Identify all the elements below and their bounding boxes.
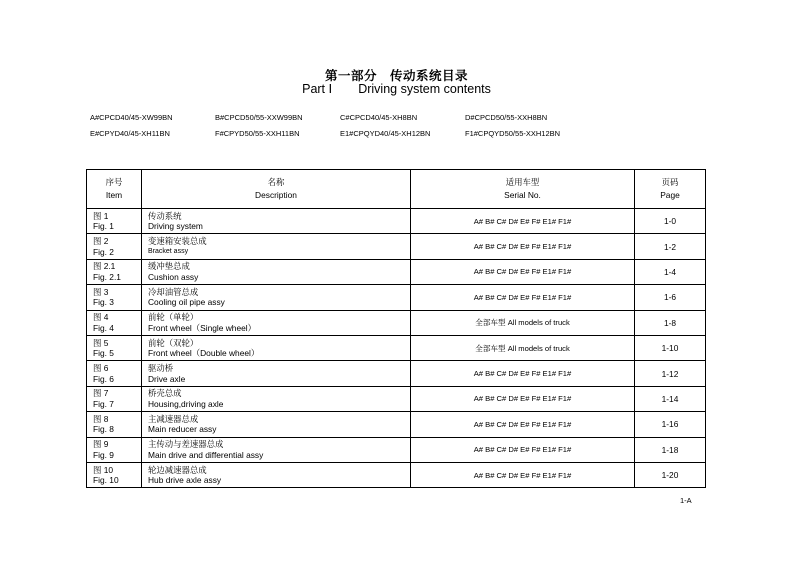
table-header-row xyxy=(87,170,706,209)
table-row xyxy=(87,310,706,335)
description-en: Main drive and differential assy xyxy=(148,449,264,460)
description-en: Front wheel（Double wheel） xyxy=(148,348,260,359)
item-cell xyxy=(87,462,142,487)
item-cn: 图 10 xyxy=(93,464,114,475)
item-en: Fig. 1 xyxy=(93,221,114,232)
page-cell: 1-8 xyxy=(635,310,706,335)
header-page-cn: 页码 xyxy=(661,177,679,187)
item-en: Fig. 6 xyxy=(93,373,114,384)
item-cell xyxy=(87,437,142,462)
table-row xyxy=(87,462,706,487)
description-cell xyxy=(142,234,411,259)
table-row xyxy=(87,437,706,462)
title-en-text: Driving system contents xyxy=(358,82,491,96)
item-cn: 图 5 xyxy=(93,337,109,348)
page-cell: 1-10 xyxy=(635,335,706,360)
description-en: Driving system xyxy=(148,221,203,232)
description-cn: 冷却油管总成 xyxy=(148,286,199,297)
item-cell xyxy=(87,412,142,437)
description-cn: 桥壳总成 xyxy=(148,388,182,399)
model-code: F#CPYD50/55-XXH11BN xyxy=(215,128,300,138)
description-cn: 变速箱安装总成 xyxy=(148,236,207,247)
model-code: B#CPCD50/55-XXW99BN xyxy=(215,112,303,122)
table-row xyxy=(87,335,706,360)
page-cell: 1-18 xyxy=(635,437,706,462)
description-cn: 轮边减速器总成 xyxy=(148,464,207,475)
description-cn: 主减速器总成 xyxy=(148,413,199,424)
description-en: Cooling oil pipe assy xyxy=(148,297,225,308)
header-serial-en: Serial No. xyxy=(504,190,541,200)
table-row xyxy=(87,361,706,386)
model-code: D#CPCD50/55-XXH8BN xyxy=(465,112,548,122)
table-row xyxy=(87,386,706,411)
description-cell xyxy=(142,386,411,411)
description-cn: 前轮（双轮） xyxy=(148,337,199,348)
description-cell xyxy=(142,335,411,360)
model-row xyxy=(90,109,610,125)
description-cell xyxy=(142,462,411,487)
item-cn: 图 6 xyxy=(93,363,109,374)
description-cell xyxy=(142,209,411,234)
description-cn: 前轮（单轮） xyxy=(148,312,199,323)
description-cell xyxy=(142,437,411,462)
model-code: E1#CPQYD40/45-XH12BN xyxy=(340,128,431,138)
table-row xyxy=(87,412,706,437)
item-cn: 图 9 xyxy=(93,439,109,450)
item-cell xyxy=(87,285,142,310)
description-cell xyxy=(142,285,411,310)
serial-cell: 全部车型 All models of truck xyxy=(411,310,635,335)
description-cell xyxy=(142,310,411,335)
item-en: Fig. 5 xyxy=(93,348,114,359)
header-item-en: Item xyxy=(105,190,123,200)
serial-cell: A# B# C# D# E# F# E1# F1# xyxy=(411,437,635,462)
page-cell: 1-16 xyxy=(635,412,706,437)
item-cn: 图 3 xyxy=(93,286,109,297)
model-code: F1#CPQYD50/55-XXH12BN xyxy=(465,128,561,138)
item-en: Fig. 10 xyxy=(93,475,119,486)
description-en: Cushion assy xyxy=(148,271,199,282)
serial-cell: 全部车型 All models of truck xyxy=(411,335,635,360)
page-cell: 1-4 xyxy=(635,259,706,284)
model-code: C#CPCD40/45-XH8BN xyxy=(340,112,418,122)
item-cn: 图 2.1 xyxy=(93,261,116,272)
serial-cell: A# B# C# D# E# F# E1# F1# xyxy=(411,259,635,284)
serial-cell: A# B# C# D# E# F# E1# F1# xyxy=(411,361,635,386)
model-code: E#CPYD40/45-XH11BN xyxy=(90,128,170,138)
item-en: Fig. 4 xyxy=(93,322,114,333)
description-cn: 缓冲垫总成 xyxy=(148,261,190,272)
header-description xyxy=(142,170,411,209)
description-cn: 驱动桥 xyxy=(148,363,174,374)
header-serial-cn: 适用车型 xyxy=(505,177,540,187)
model-list xyxy=(90,109,610,141)
description-en: Front wheel（Single wheel） xyxy=(148,322,256,333)
header-item xyxy=(87,170,142,209)
item-cell xyxy=(87,361,142,386)
item-en: Fig. 7 xyxy=(93,398,114,409)
page-cell: 1-20 xyxy=(635,462,706,487)
description-en: Main reducer assy xyxy=(148,424,217,435)
item-cn: 图 2 xyxy=(93,236,109,247)
item-cn: 图 1 xyxy=(93,210,109,221)
serial-cell: A# B# C# D# E# F# E1# F1# xyxy=(411,462,635,487)
item-cell xyxy=(87,259,142,284)
part-label: Part Ⅰ xyxy=(302,82,333,96)
header-page-en: Page xyxy=(660,190,680,200)
description-en: Housing,driving axle xyxy=(148,398,224,409)
page-number: 1-A xyxy=(680,496,692,505)
page-title-en xyxy=(0,81,793,96)
page-cell: 1-12 xyxy=(635,361,706,386)
serial-cell: A# B# C# D# E# F# E1# F1# xyxy=(411,412,635,437)
serial-cell: A# B# C# D# E# F# E1# F1# xyxy=(411,386,635,411)
item-en: Fig. 9 xyxy=(93,449,114,460)
page-cell: 1-14 xyxy=(635,386,706,411)
item-cell xyxy=(87,310,142,335)
item-cn: 图 8 xyxy=(93,413,109,424)
description-en: Drive axle xyxy=(148,373,186,384)
page-cell: 1-6 xyxy=(635,285,706,310)
description-cell xyxy=(142,361,411,386)
header-serial xyxy=(411,170,635,209)
model-code: A#CPCD40/45-XW99BN xyxy=(90,112,173,122)
item-cell xyxy=(87,386,142,411)
description-cell xyxy=(142,259,411,284)
table-row xyxy=(87,259,706,284)
item-cell xyxy=(87,209,142,234)
table-row xyxy=(87,285,706,310)
item-cell xyxy=(87,335,142,360)
model-row xyxy=(90,125,610,141)
header-item-cn: 序号 xyxy=(105,177,123,187)
description-cn: 主传动与差速器总成 xyxy=(148,439,224,450)
page-cell: 1-0 xyxy=(635,209,706,234)
header-desc-cn: 名称 xyxy=(267,177,285,187)
item-en: Fig. 8 xyxy=(93,424,114,435)
serial-cell: A# B# C# D# E# F# E1# F1# xyxy=(411,285,635,310)
item-cn: 图 4 xyxy=(93,312,109,323)
item-en: Fig. 2 xyxy=(93,246,114,257)
page-title-cn: 第一部分 传动系统目录 xyxy=(324,68,468,83)
description-cn: 传动系统 xyxy=(148,210,182,221)
description-en: Bracket assy xyxy=(148,247,189,255)
item-en: Fig. 3 xyxy=(93,297,114,308)
item-cn: 图 7 xyxy=(93,388,109,399)
serial-cell: A# B# C# D# E# F# E1# F1# xyxy=(411,234,635,259)
contents-table xyxy=(86,169,706,488)
header-desc-en: Description xyxy=(255,190,297,200)
item-cell xyxy=(87,234,142,259)
description-en: Hub drive axle assy xyxy=(148,475,222,486)
description-cell xyxy=(142,412,411,437)
header-page xyxy=(635,170,706,209)
serial-cell: A# B# C# D# E# F# E1# F1# xyxy=(411,209,635,234)
table-row xyxy=(87,209,706,234)
table-row xyxy=(87,234,706,259)
item-en: Fig. 2.1 xyxy=(93,271,121,282)
page-cell: 1-2 xyxy=(635,234,706,259)
